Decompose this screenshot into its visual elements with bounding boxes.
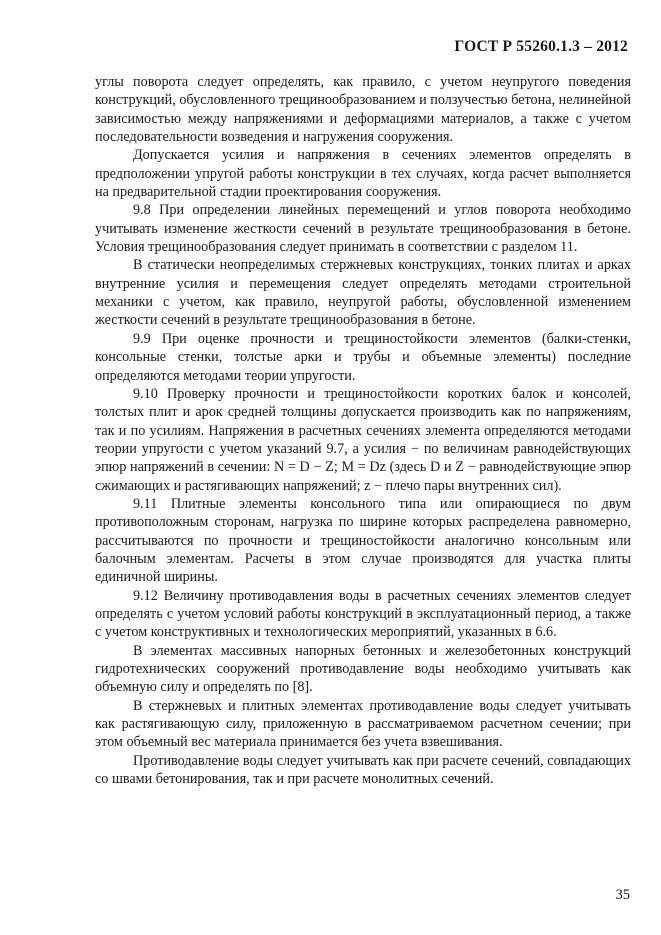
paragraph-9-9: 9.9 При оценке прочности и трещиностойкости элементов (балки-стенки, консольные стенки, толстые арки и трубы и объемные элементы) последние определяются методами теории упругости. [95, 330, 631, 384]
paragraph: В стержневых и плитных элементах противодавление воды следует учитывать как растягивающую силу, приложенную в рассматриваемом расчетном сечении; при этом объемный вес материала принимается без учета взвешивания. [95, 697, 631, 751]
document-header: ГОСТ Р 55260.1.3 – 2012 [454, 38, 628, 55]
paragraph-9-11: 9.11 Плитные элементы консольного типа или опирающиеся по двум противоположным сторонам, нагрузка по ширине которых распределена равномерно, рассчитываются по прочности и трещиностойкости аналогично консольным или балочным элементам. Расчеты в этом случае производятся для участка плиты единичной ширины. [95, 495, 631, 586]
paragraph: Допускается усилия и напряжения в сечениях элементов определять в предположении упругой работы конструкции в тех случаях, когда расчет выполняется на предварительной стадии проектирования сооружения. [95, 147, 631, 201]
paragraph: Противодавление воды следует учитывать как при расчете сечений, совпадающих со швами бетонирования, так и при расчете монолитных сечений. [95, 752, 631, 788]
paragraph-9-12: 9.12 Величину противодавления воды в расчетных сечениях элементов следует определять с учетом условий работы конструкций в эксплуатационный период, а также с учетом конструктивных и технологических мероприятий, указанных в 6.6. [95, 587, 631, 641]
page-number: 35 [615, 887, 630, 903]
paragraph: В статически неопределимых стержневых конструкциях, тонких плитах и арках внутренние усилия и перемещения следует определять методами строительной механики с учетом, как правило, неупругой работы, обусловленной изменением жесткости сечений в результате трещинообразования в бетоне. [95, 257, 631, 329]
paragraph: В элементах массивных напорных бетонных и железобетонных конструкций гидротехнических сооружений противодавление воды необходимо учитывать как объемную силу и определять по [8]. [95, 642, 631, 696]
document-body [95, 73, 631, 788]
paragraph-9-10: 9.10 Проверку прочности и трещиностойкости коротких балок и консолей, толстых плит и арок средней толщины допускается производить как по напряжениям, так и по усилиям. Напряжения в расчетных сечениях элемента определяются методами теории упругости с учетом указаний 9.7, а усилия − по величинам равнодействующих эпюр напряжений в сечении: N = D − Z; M = Dz (здесь D и Z − равнодействующие эпюр сжимающих и растягивающих напряжений; z − плечо пары внутренних сил). [95, 385, 631, 494]
paragraph-9-8: 9.8 При определении линейных перемещений и углов поворота необходимо учитывать изменение жесткости сечений в результате трещинообразования в бетоне. Условия трещинообразования следует принимать в соответствии с разделом 11. [95, 202, 631, 256]
paragraph: углы поворота следует определять, как правило, с учетом неупругого поведения конструкций, обусловленного трещинообразованием и ползучестью бетона, нелинейной зависимостью между напряжениями и деформациями материалов, а также с учетом последовательности возведения и нагружения сооружения. [95, 74, 631, 146]
